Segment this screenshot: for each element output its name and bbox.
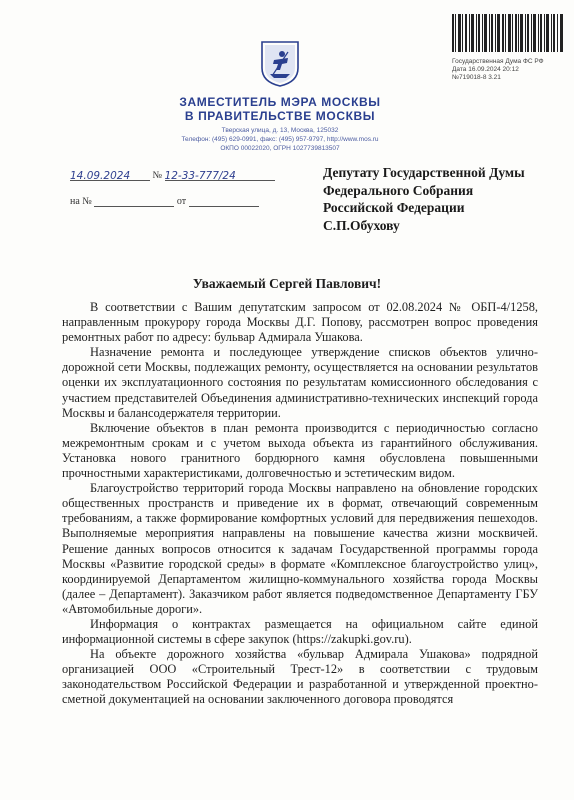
- org-title-line-2: В ПРАВИТЕЛЬСТВЕ МОСКВЫ: [184, 109, 376, 123]
- ot-label: от: [176, 196, 187, 207]
- outgoing-number: 12-33-777/24: [164, 170, 236, 182]
- moscow-coat-of-arms-icon: [260, 40, 300, 88]
- addressee-line-2: Федерального Собрания: [323, 182, 474, 198]
- number-sign: №: [152, 170, 163, 181]
- greeting: Уважаемый Сергей Павлович!: [192, 276, 382, 291]
- paragraph: Информация о контрактах размещается на официальном сайте единой информационной системы в сфере закупок (https://zakupki.gov.ru).: [62, 616, 538, 647]
- org-phone: Телефон: (495) 629-0991, факс: (495) 957-9797, http://www.mos.ru: [181, 136, 379, 143]
- org-address: Тверская улица, д. 13, Москва, 125032: [221, 127, 339, 134]
- org-title-line-1: ЗАМЕСТИТЕЛЬ МЭРА МОСКВЫ: [179, 95, 381, 109]
- org-codes: ОКПО 00022020, ОГРН 1027739813507: [220, 145, 340, 152]
- na-blank: [94, 196, 174, 207]
- outgoing-number-line: [70, 170, 275, 181]
- barcode-icon: [452, 14, 564, 52]
- outgoing-date: 14.09.2024: [70, 170, 131, 182]
- stamp-line-3: №719018-8 3.21: [452, 74, 501, 81]
- ot-blank: [189, 196, 259, 207]
- paragraph: Назначение ремонта и последующее утверждение списков объектов улично-дорожной сети Москвы, подлежащих ремонту, осуществляется на основании результатов оценки их эксплуатационного состояния по результатам комиссионного обследования с участием представителей Объединения административно-технических инспекций города Москвы и балансодержателя территории.: [62, 345, 538, 420]
- paragraph: В соответствии с Вашим депутатским запросом от 02.08.2024 № ОБП-4/1258, направленным прокурору города Москвы Д.Г. Попову, рассмотрен вопрос проведения ремонтных работ по адресу: бульвар Адмирала Ушакова.: [62, 300, 538, 345]
- addressee-line-4: С.П.Обухову: [323, 217, 400, 233]
- na-label: на №: [70, 196, 92, 207]
- paragraph: Включение объектов в план ремонта производится с периодичностью согласно межремонтным срокам и с учетом выхода объекта из гарантийного обслуживания. Установка нового гранитного бордюрного камня обусловлена повышенными прочностными характеристиками, долговечностью и эстетическим видом.: [62, 420, 538, 481]
- addressee-block: [323, 164, 525, 234]
- addressee-line-1: Депутату Государственной Думы: [323, 165, 525, 180]
- stamp-line-1: Государственная Дума ФС РФ: [452, 58, 544, 65]
- reference-line: [70, 196, 259, 207]
- paragraph: Благоустройство территорий города Москвы направлено на обновление городских общественных пространств и приведение их в формат, отвечающий современным требованиям, а также формирование комфортных условий для передвижения пешеходов. Выполняемые мероприятия направлены на повышение качества жизни москвичей. Решение данных вопросов относится к задачам Государственной программы города Москвы «Развитие городской среды» в формате «Комплексное благоустройство улиц», координируемой Департаментом жилищно-коммунального хозяйства города Москвы (далее – Департамент). Заказчиком работ является подведомственное Департаменту ГБУ «Автомобильные дороги».: [62, 481, 538, 616]
- stamp-line-2: Дата 16.09.2024 20:12: [452, 66, 519, 73]
- paragraph: На объекте дорожного хозяйства «бульвар Адмирала Ушакова» подрядной организацией ООО «Строительный Трест-12» в соответствии с трудовым законодательством Российской Федерации и разработанной и утвержденной проектно-сметной документацией на основании заключенного договора проводятся: [62, 647, 538, 707]
- addressee-line-3: Российской Федерации: [323, 200, 465, 215]
- letter-body: [62, 300, 538, 708]
- registration-stamp: [452, 58, 562, 82]
